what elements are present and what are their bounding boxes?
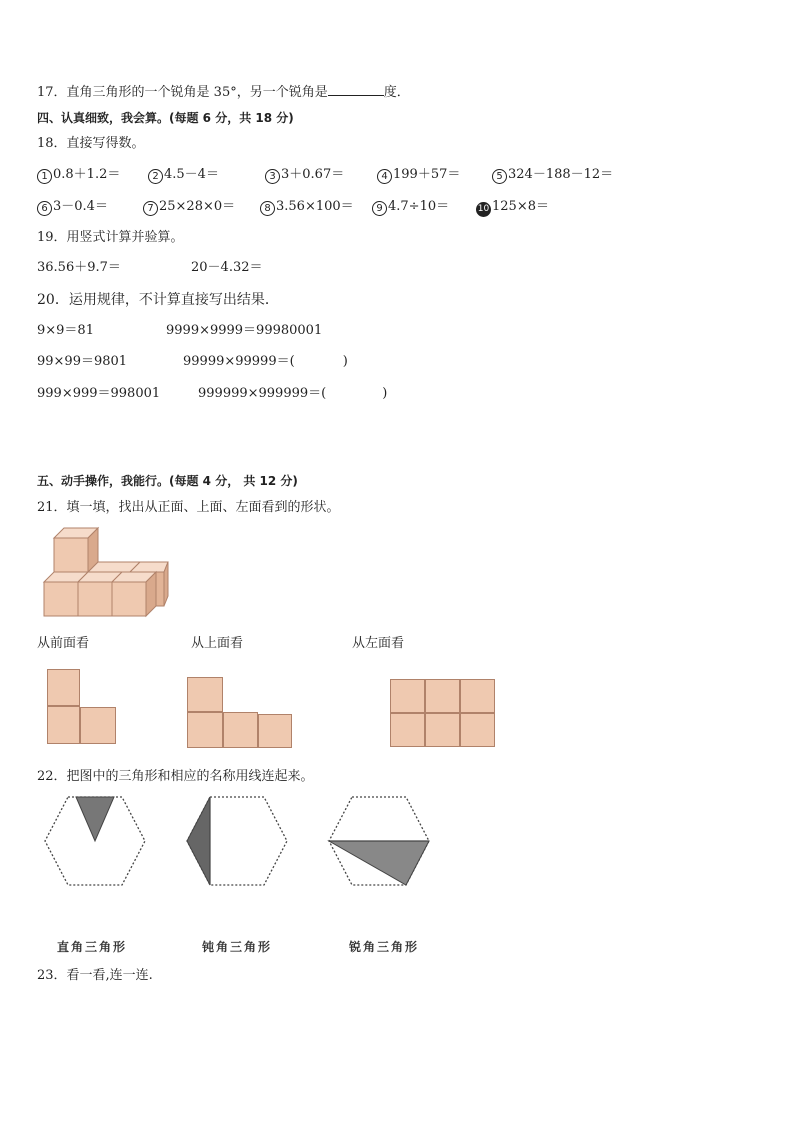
circle-number-3: 3: [265, 169, 280, 184]
cube-square: [47, 669, 80, 706]
front-view-shape: [47, 669, 117, 745]
cube-square: [460, 679, 495, 713]
q18-expr-1: 0.8＋1.2＝: [53, 167, 121, 182]
q18-expr-8: 3.56×100＝: [276, 199, 354, 214]
q20-right-2-expr: 99999×99999＝(: [183, 354, 295, 369]
q17-text: 17．直角三角形的一个锐角是 35°，另一个锐角是: [37, 85, 328, 100]
section-4-title: 四、认真细致，我会算。(每题 6 分，共 18 分): [37, 111, 294, 125]
q18-item-10: [476, 199, 549, 217]
q20-left-3: 999×999＝998001: [37, 386, 161, 401]
q19-expr-2: 20－4.32＝: [191, 260, 263, 275]
section-5-title: 五、动手操作，我能行。(每题 4 分， 共 12 分): [37, 474, 298, 488]
circle-number-7: 7: [143, 201, 158, 216]
cube-square: [425, 679, 460, 713]
q18-item-7: [143, 199, 235, 216]
cube-square: [47, 706, 80, 744]
q20-title: 20．运用规律，不计算直接写出结果．: [37, 292, 279, 308]
q20-right-3-expr: 999999×999999＝(: [198, 386, 327, 401]
cube-square: [187, 712, 223, 748]
hexagon-figure-1: [42, 795, 148, 887]
cube-square: [390, 713, 425, 747]
circle-number-5: 5: [492, 169, 507, 184]
q18-expr-10: 125×8＝: [492, 199, 549, 214]
cube-square: [80, 707, 116, 744]
top-view-shape: [187, 677, 293, 749]
cube-square: [460, 713, 495, 747]
q18-expr-5: 324－188－12＝: [508, 167, 614, 182]
q20-left-1: 9×9＝81: [37, 323, 94, 338]
hexagon-figure-3: [326, 795, 432, 887]
cube-square: [223, 712, 258, 748]
q18-item-2: [148, 167, 219, 184]
circle-number-1: 1: [37, 169, 52, 184]
circle-number-9: 9: [372, 201, 387, 216]
q18-expr-6: 3－0.4＝: [53, 199, 108, 214]
q19-expr-1: 36.56＋9.7＝: [37, 260, 121, 275]
cube-square: [258, 714, 292, 748]
q18-item-8: [260, 199, 354, 216]
q18-expr-9: 4.7÷10＝: [388, 199, 450, 214]
circle-number-10: 10: [476, 202, 491, 217]
q17-unit: 度．: [383, 85, 410, 100]
q18-item-9: [372, 199, 449, 216]
q18-item-5: [492, 167, 613, 184]
cube-square: [187, 677, 223, 712]
q18-expr-2: 4.5－4＝: [164, 167, 219, 182]
circle-number-2: 2: [148, 169, 163, 184]
q20-left-2: 99×99＝9801: [37, 354, 128, 369]
q20-right-1: 9999×9999＝99980001: [166, 323, 323, 338]
hexagon-figure-2: [184, 795, 290, 887]
q20-close-2: ): [342, 354, 348, 369]
q22-title: 22．把图中的三角形和相应的名称用线连起来。: [37, 769, 314, 784]
q20-right-2: [183, 354, 348, 370]
q18-expr-3: 3＋0.67＝: [281, 167, 345, 182]
q17-answer-blank[interactable]: [328, 83, 384, 96]
q18-expr-7: 25×28×0＝: [159, 199, 236, 214]
q18-item-4: [377, 167, 460, 184]
view-top-label: 从上面看: [191, 636, 244, 651]
q21-title: 21．填一填，找出从正面、上面、左面看到的形状。: [37, 500, 340, 515]
cube-square: [425, 713, 460, 747]
q18-title: 18．直接写得数。: [37, 136, 145, 151]
q18-item-3: [265, 167, 344, 184]
question-17: [37, 83, 410, 101]
circle-number-8: 8: [260, 201, 275, 216]
q18-item-6: [37, 199, 108, 216]
view-front-label: 从前面看: [37, 636, 90, 651]
label-right-triangle: 直角三角形: [57, 940, 128, 954]
label-obtuse-triangle: 钝角三角形: [202, 940, 273, 954]
q20-right-3: [198, 386, 387, 402]
cube-stack-figure: [40, 524, 172, 620]
left-view-shape: [390, 679, 496, 747]
view-left-label: 从左面看: [352, 636, 405, 651]
circle-number-6: 6: [37, 201, 52, 216]
q20-close-3: ): [382, 386, 388, 401]
cube-square: [390, 679, 425, 713]
label-acute-triangle: 锐角三角形: [349, 940, 420, 954]
q18-item-1: [37, 167, 120, 184]
q18-expr-4: 199＋57＝: [393, 167, 461, 182]
circle-number-4: 4: [377, 169, 392, 184]
q23-title: 23．看一看,连一连.: [37, 968, 153, 983]
q19-title: 19．用竖式计算并验算。: [37, 230, 184, 245]
